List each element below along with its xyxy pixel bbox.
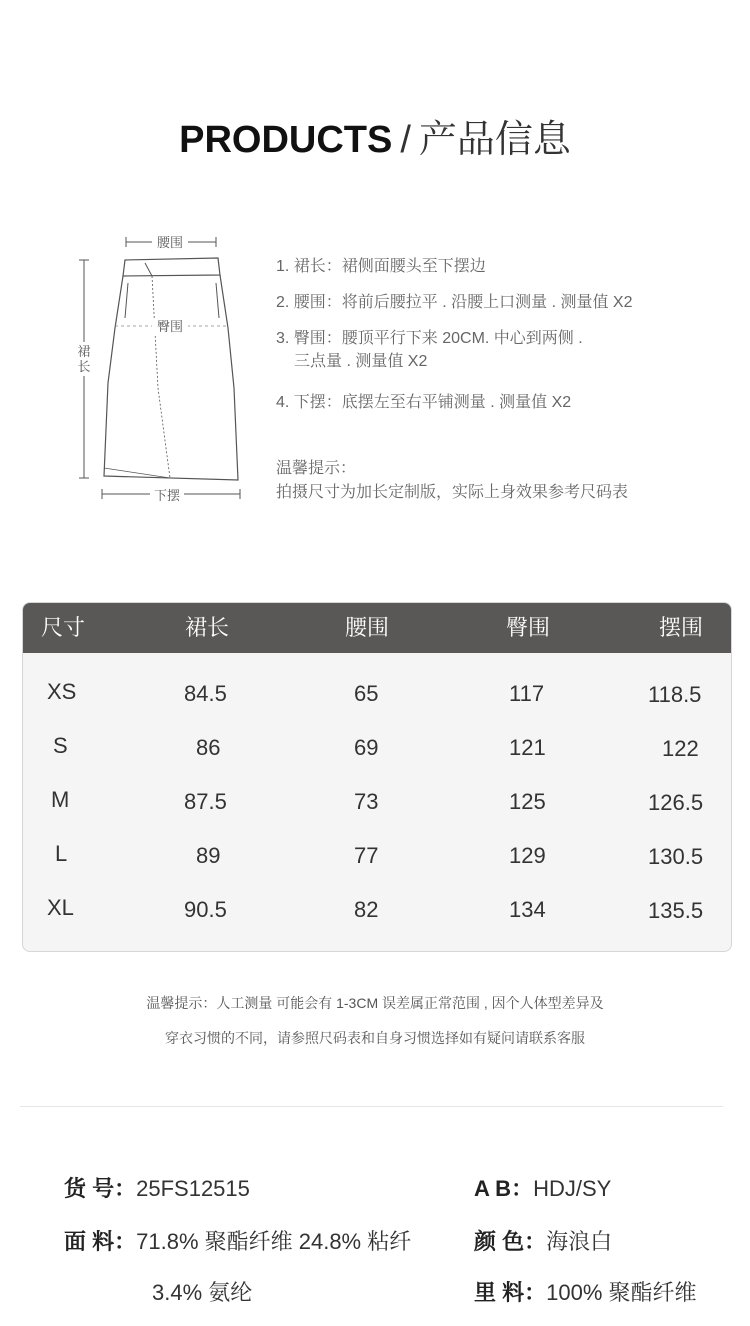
cell-length: 90.5 xyxy=(184,897,227,922)
length-label: 裙长 xyxy=(77,345,91,375)
cell-size: L xyxy=(55,841,68,866)
header-hem: 摆围 xyxy=(659,615,704,640)
note-waist: 2. 腰围：将前后腰拉平 . 沿腰上口测量 . 测量值 X2 xyxy=(276,294,633,311)
color-value: 海浪白 xyxy=(546,1229,613,1254)
cell-hip: 117 xyxy=(509,681,545,706)
note-tip-text: 拍摄尺寸为加长定制版，实际上身效果参考尺码表 xyxy=(276,484,629,501)
color-label: 颜 色： xyxy=(474,1229,547,1254)
cell-size: M xyxy=(51,787,70,812)
ab-row xyxy=(474,1172,611,1203)
header-size: 尺寸 xyxy=(41,615,86,640)
cell-length: 89 xyxy=(196,843,221,868)
fabric-value-1: 71.8% 聚酯纤维 24.8% 粘纤 xyxy=(136,1229,412,1254)
note-tip-title: 温馨提示： xyxy=(276,460,357,477)
fabric-row xyxy=(64,1225,411,1256)
color-row xyxy=(474,1225,612,1256)
fabric-label: 面 料： xyxy=(64,1229,137,1254)
note-hem: 4. 下摆：底摆左至右平铺测量 . 测量值 X2 xyxy=(276,394,572,411)
cell-hem: 135.5 xyxy=(648,898,704,923)
header-hip: 臀围 xyxy=(506,615,551,640)
cell-waist: 69 xyxy=(354,735,379,760)
cell-hem: 118.5 xyxy=(648,682,702,707)
ab-label: A B： xyxy=(474,1176,534,1201)
footer-tip-line1: 温馨提示：人工测量 可能会有 1-3CM 误差属正常范围 , 因个人体型差异及 xyxy=(146,995,604,1011)
sku-row xyxy=(64,1172,250,1203)
title-cn: 产品信息 xyxy=(418,119,571,161)
cell-waist: 73 xyxy=(354,789,379,814)
cell-size: XL xyxy=(47,895,74,920)
hem-label: 下摆 xyxy=(153,489,181,504)
cell-waist: 65 xyxy=(354,681,379,706)
cell-size: XS xyxy=(47,679,77,704)
cell-length: 86 xyxy=(196,735,221,760)
cell-hip: 121 xyxy=(509,735,546,760)
sku-value: 25FS12515 xyxy=(136,1176,250,1201)
skirt-measurement-diagram xyxy=(70,228,260,513)
size-table xyxy=(22,602,732,952)
fabric-value-2: 3.4% 氨纶 xyxy=(152,1280,253,1305)
cell-length: 84.5 xyxy=(184,681,227,706)
cell-hip: 125 xyxy=(509,789,546,814)
hip-label: 臀围 xyxy=(156,320,184,335)
page-title xyxy=(0,108,750,163)
skirt-illustration xyxy=(104,258,238,480)
ab-value: HDJ/SY xyxy=(533,1176,612,1201)
lining-value: 100% 聚酯纤维 xyxy=(546,1280,697,1305)
cell-length: 87.5 xyxy=(184,789,227,814)
cell-hip: 134 xyxy=(509,897,546,922)
footer-tip-line2: 穿衣习惯的不同，请参照尺码表和自身习惯选择如有疑问请联系客服 xyxy=(165,1030,585,1046)
lining-label: 里 料： xyxy=(474,1280,547,1305)
note-hip-line1: 3. 臀围：腰顶平行下来 20CM. 中心到两侧 . xyxy=(276,330,583,347)
note-length: 1. 裙长：裙侧面腰头至下摆边 xyxy=(276,258,486,275)
size-table-header xyxy=(23,603,731,653)
cell-hem: 126.5 xyxy=(648,790,704,815)
cell-hip: 129 xyxy=(509,843,546,868)
note-hip-line2: 三点量 . 测量值 X2 xyxy=(294,353,428,370)
title-en: PRODUCTS xyxy=(179,119,393,161)
cell-waist: 77 xyxy=(354,843,379,868)
section-divider xyxy=(20,1106,723,1107)
lining-row xyxy=(474,1276,697,1307)
note-hip xyxy=(276,327,583,373)
cell-hem: 130.5 xyxy=(648,844,704,869)
header-waist: 腰围 xyxy=(345,615,390,640)
waist-label: 腰围 xyxy=(156,236,184,251)
header-length: 裙长 xyxy=(185,615,230,640)
sku-label: 货 号： xyxy=(64,1176,137,1201)
cell-waist: 82 xyxy=(354,897,379,922)
title-slash: / xyxy=(400,119,411,161)
cell-size: S xyxy=(53,733,68,758)
cell-hem: 122 xyxy=(662,736,699,761)
